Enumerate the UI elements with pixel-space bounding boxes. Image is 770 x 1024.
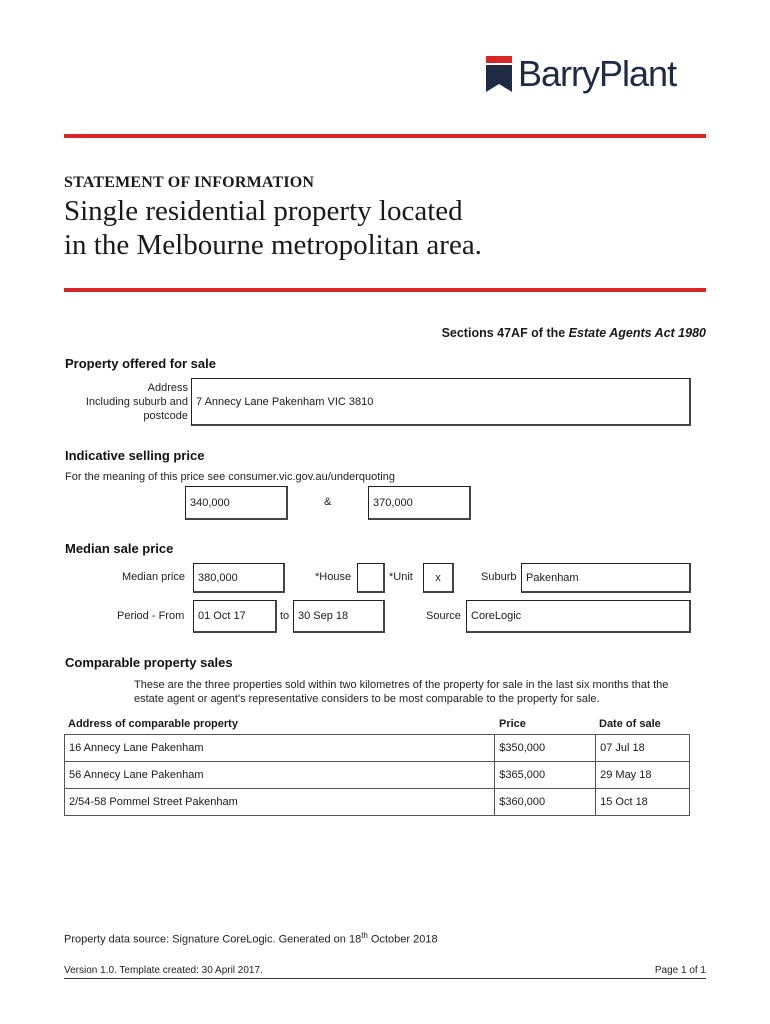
sections-reference bbox=[442, 326, 706, 340]
logo-text: BarryPlant bbox=[518, 53, 677, 94]
median-price-field[interactable]: 380,000 bbox=[193, 563, 285, 593]
col-price-header: Price bbox=[499, 718, 526, 730]
offered-heading: Property offered for sale bbox=[65, 356, 216, 371]
comparable-heading: Comparable property sales bbox=[65, 655, 233, 670]
house-label: *House bbox=[315, 571, 352, 583]
period-to-field[interactable]: 30 Sep 18 bbox=[293, 600, 385, 633]
footer-rule bbox=[64, 978, 706, 979]
unit-field[interactable]: x bbox=[423, 563, 454, 593]
flag-icon bbox=[486, 56, 512, 92]
top-divider bbox=[64, 134, 706, 138]
address-field[interactable]: 7 Annecy Lane Pakenham VIC 3810 bbox=[191, 378, 691, 426]
row-address[interactable]: 56 Annecy Lane Pakenham bbox=[65, 762, 495, 789]
document-title-line2: in the Melbourne metropolitan area. bbox=[64, 229, 482, 261]
col-date-header: Date of sale bbox=[599, 718, 661, 730]
page-number: Page 1 of 1 bbox=[654, 965, 706, 976]
company-logo bbox=[486, 50, 676, 98]
to-label: to bbox=[280, 610, 290, 622]
source-field[interactable]: CoreLogic bbox=[466, 600, 691, 633]
median-price-label: Median price bbox=[122, 571, 185, 583]
table-row bbox=[65, 735, 690, 762]
price-separator: & bbox=[324, 496, 332, 508]
bottom-divider bbox=[64, 288, 706, 292]
period-from-field[interactable]: 01 Oct 17 bbox=[193, 600, 277, 633]
row-address[interactable]: 16 Annecy Lane Pakenham bbox=[65, 735, 495, 762]
indicative-heading: Indicative selling price bbox=[65, 448, 205, 463]
comparable-description: These are the three properties sold within two kilometres of the property for sale in the last six months that the estate agent or agent's representative considers to be most comparable to the property for sale. bbox=[134, 679, 669, 705]
document-kicker: STATEMENT OF INFORMATION bbox=[64, 174, 315, 191]
median-heading: Median sale price bbox=[65, 541, 174, 556]
comparable-table bbox=[64, 734, 690, 816]
price-high-field[interactable]: 370,000 bbox=[368, 486, 471, 520]
row-date[interactable]: 15 Oct 18 bbox=[596, 789, 690, 816]
sections-prefix: Sections 47AF of the bbox=[441, 326, 569, 340]
row-date[interactable]: 29 May 18 bbox=[596, 762, 690, 789]
suburb-field[interactable]: Pakenham bbox=[521, 563, 691, 593]
house-field[interactable] bbox=[357, 563, 385, 593]
table-row bbox=[65, 789, 690, 816]
document-title-line1: Single residential property located bbox=[64, 195, 463, 227]
data-source-note: Property data source: Signature CoreLogic. Generated on 18th October 2018 bbox=[64, 931, 438, 946]
source-label: Source bbox=[426, 610, 461, 622]
row-price[interactable]: $360,000 bbox=[495, 789, 596, 816]
row-price[interactable]: $350,000 bbox=[495, 735, 596, 762]
row-date[interactable]: 07 Jul 18 bbox=[596, 735, 690, 762]
row-address[interactable]: 2/54-58 Pommel Street Pakenham bbox=[65, 789, 495, 816]
row-price[interactable]: $365,000 bbox=[495, 762, 596, 789]
sections-act: Estate Agents Act 1980 bbox=[568, 326, 706, 340]
unit-label: *Unit bbox=[389, 571, 413, 583]
indicative-note: For the meaning of this price see consumer.vic.gov.au/underquoting bbox=[65, 471, 395, 483]
version-text: Version 1.0. Template created: 30 April 2017. bbox=[64, 965, 263, 976]
price-low-field[interactable]: 340,000 bbox=[185, 486, 288, 520]
period-label: Period - From bbox=[117, 610, 185, 622]
table-row bbox=[65, 762, 690, 789]
col-address-header: Address of comparable property bbox=[68, 718, 238, 730]
address-label: Address Including suburb and postcode bbox=[85, 382, 188, 422]
suburb-label: Suburb bbox=[481, 571, 517, 583]
